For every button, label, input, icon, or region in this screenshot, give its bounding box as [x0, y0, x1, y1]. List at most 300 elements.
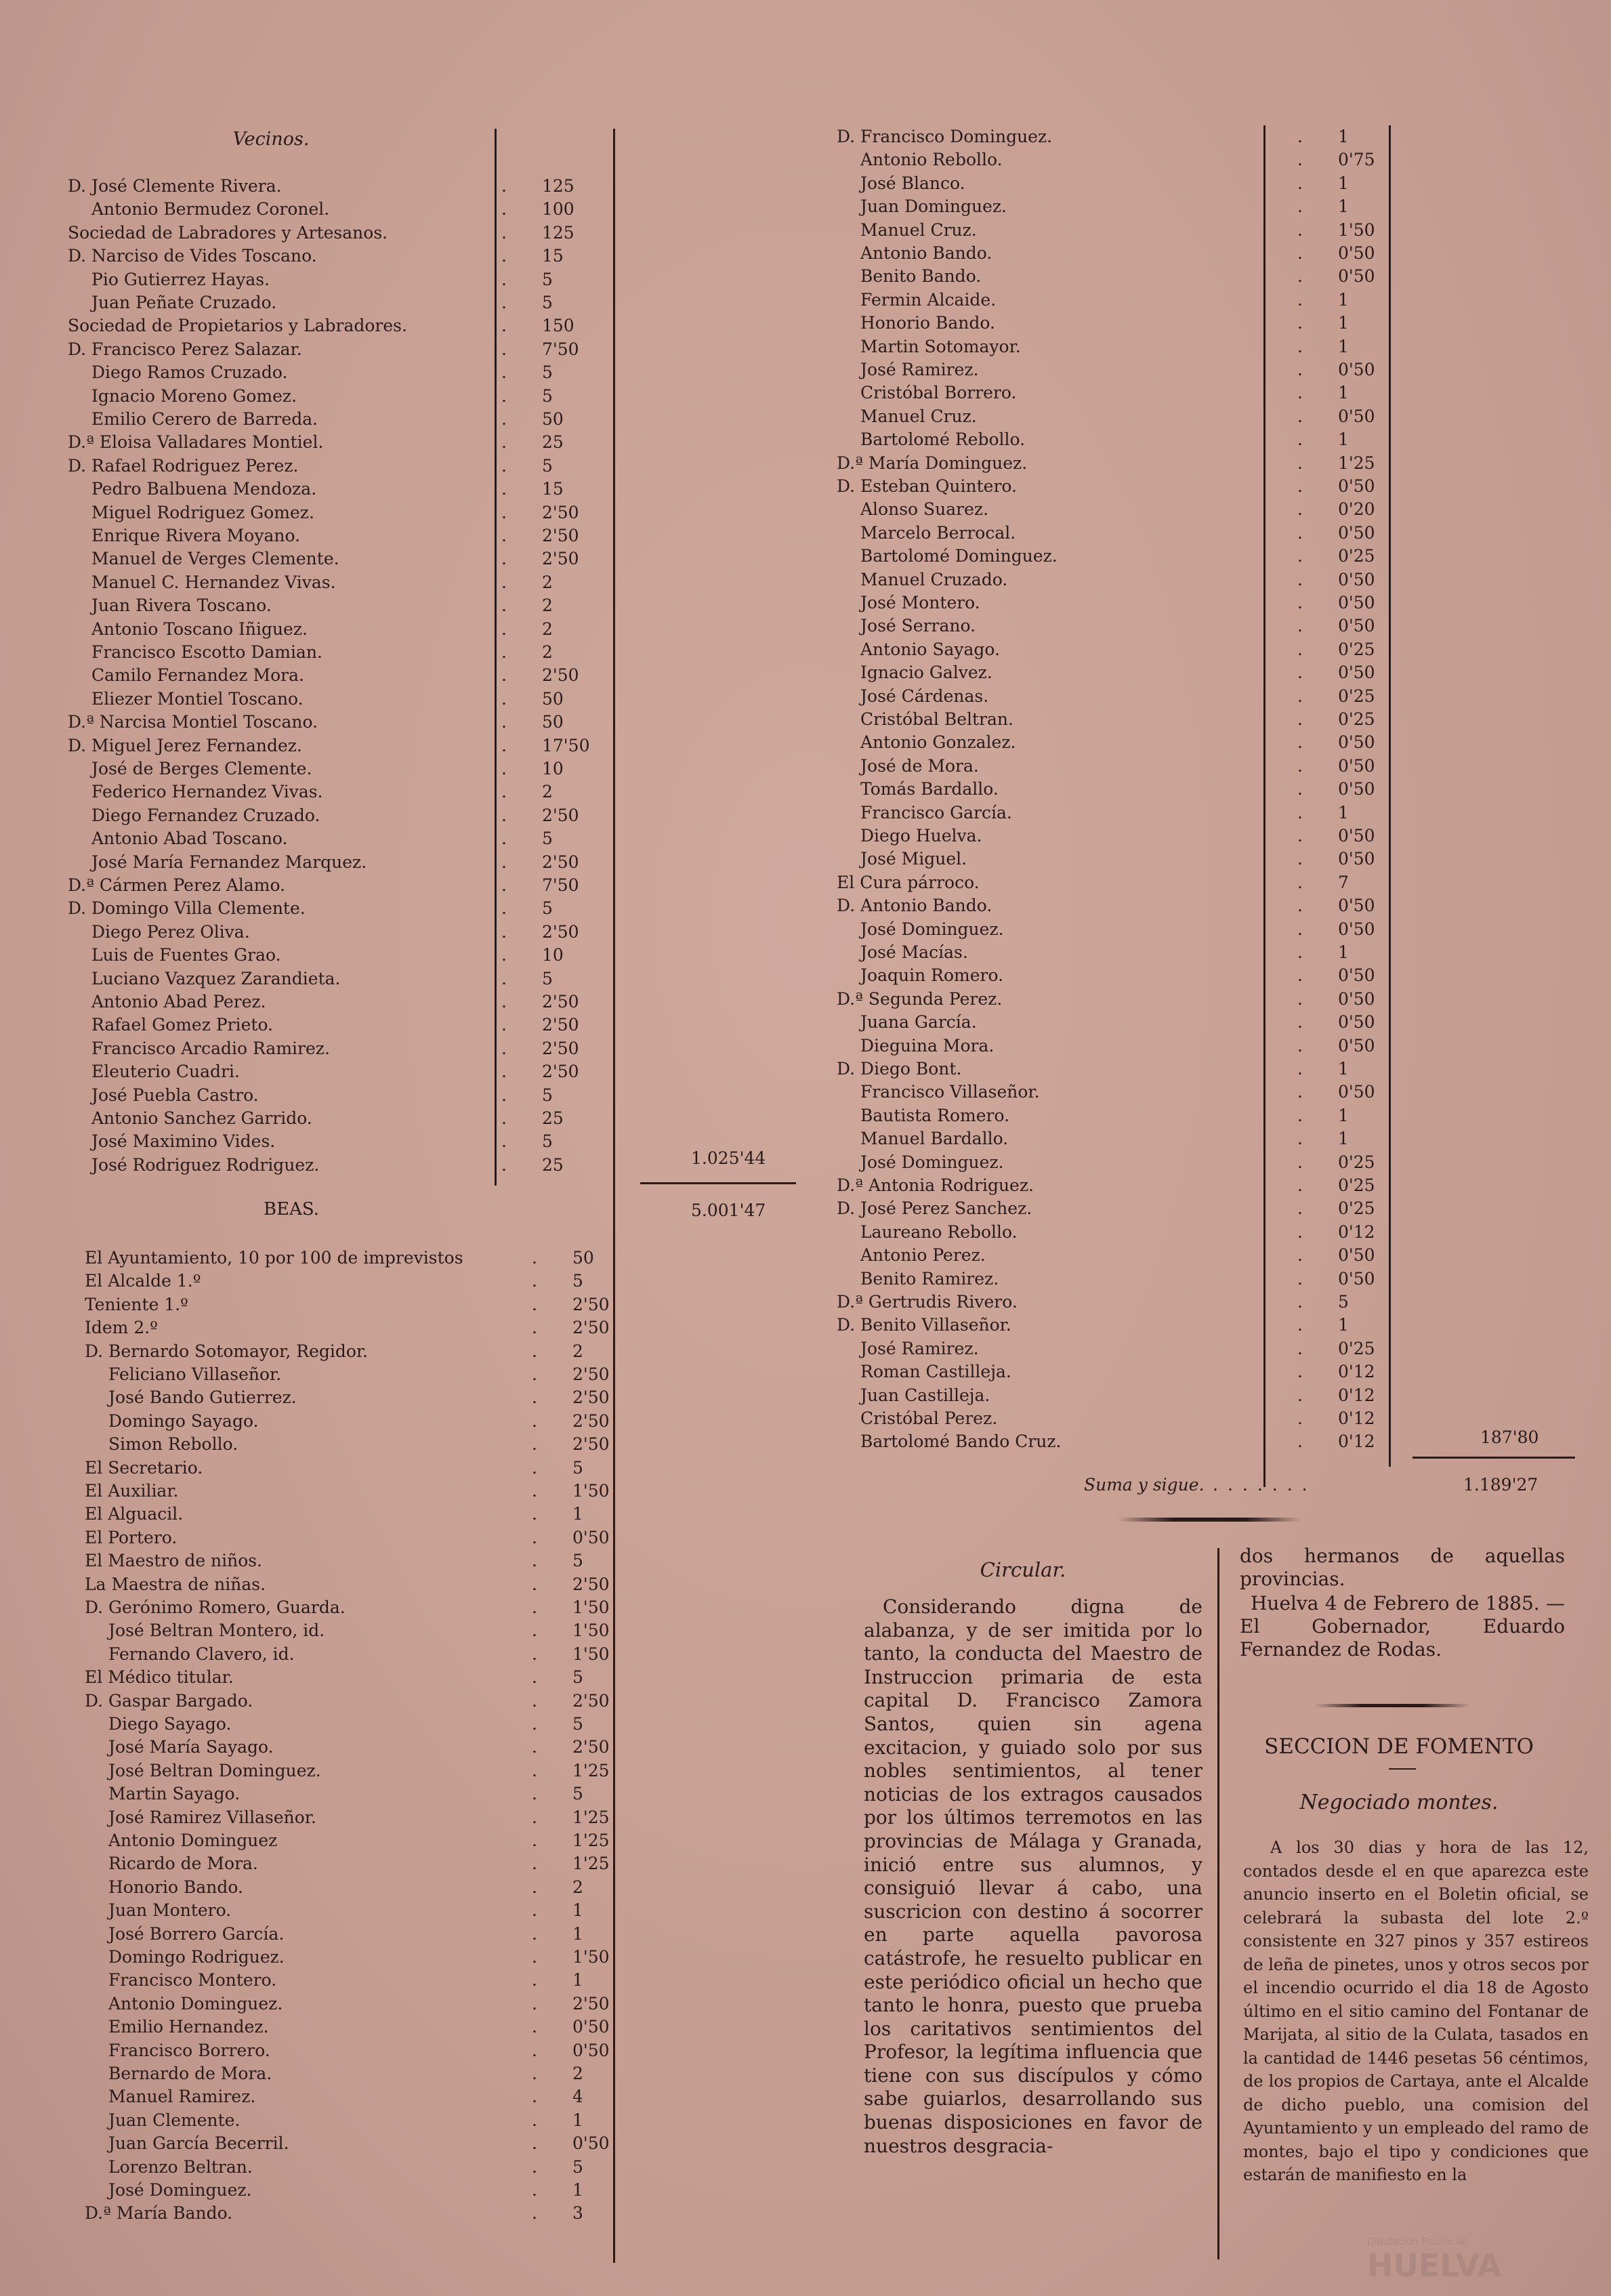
contributor-name: Francisco Villaseñor.: [860, 1082, 1040, 1102]
contribution-amount: 1: [1338, 1129, 1349, 1149]
contribution-amount: 1: [1338, 383, 1349, 403]
contributor-name: D.ª Segunda Perez.: [837, 988, 1003, 1009]
contribution-amount: 0'25: [1338, 1338, 1375, 1358]
contributor-name: Dieguina Mora.: [860, 1035, 995, 1056]
contributor-name: Manuel Cruzado.: [860, 569, 1008, 589]
contributor-name: Juan Dominguez.: [860, 196, 1007, 217]
contributor-name: Domingo Rodriguez.: [108, 1947, 285, 1967]
contributor-name: Antonio Bermudez Coronel.: [91, 199, 330, 220]
contributor-name: Honorio Bando.: [860, 313, 995, 333]
contributor-name: Antonio Gonzalez.: [860, 732, 1016, 753]
contribution-amount: 2: [572, 1341, 583, 1361]
contributor-name: Antonio Toscano Iñiguez.: [91, 619, 308, 639]
contribution-amount: 5: [542, 829, 553, 849]
contributor-name: Bartolomé Bando Cruz.: [860, 1432, 1062, 1452]
contributor-name: D. Narciso de Vides Toscano.: [68, 246, 317, 266]
contribution-amount: 0'50: [1338, 826, 1375, 846]
contributor-name: El Auxiliar.: [85, 1481, 179, 1501]
contributor-name: D. José Clemente Rivera.: [68, 176, 282, 196]
contribution-amount: 1: [1338, 942, 1349, 962]
contributor-name: José Serrano.: [860, 616, 976, 636]
contributor-name: Antonio Dominguez: [108, 1831, 278, 1850]
contributor-name: Antonio Sayago.: [860, 639, 1000, 659]
contributor-name: Alonso Suarez.: [860, 499, 989, 520]
contribution-amount: 5: [542, 362, 553, 383]
contribution-amount: 0'25: [1338, 1198, 1375, 1219]
contributor-name: Joaquin Romero.: [860, 965, 1004, 986]
contributor-name: José Borrero García.: [108, 1923, 285, 1944]
contributor-name: La Maestra de niñas.: [85, 1574, 266, 1594]
contributor-name: Ignacio Galvez.: [860, 663, 992, 683]
contribution-amount: 5: [542, 269, 553, 289]
contributor-name: Pedro Balbuena Mendoza.: [91, 479, 317, 499]
contributor-name: D. Francisco Perez Salazar.: [68, 339, 302, 359]
contribution-amount: 2: [542, 642, 553, 662]
contributor-name: José Cárdenas.: [860, 686, 989, 706]
contributor-name: Cristóbal Borrero.: [860, 383, 1017, 403]
contribution-amount: 2: [572, 2064, 583, 2083]
contribution-amount: 2'50: [542, 852, 579, 872]
right-divider-1: [1263, 125, 1265, 1487]
newspaper-page: Vecinos. D. José Clemente Rivera. . 125 Antonio Bermudez Coronel. . 100 Sociedad de Labradores y Artesanos. . 125 D. Narciso de Vides Toscano. . 15 Pio Gutierrez Hayas. . 5 Juan Peñate Cruzado. . 5 Sociedad de Propietarios y Labradores. . 150 D. Francisco Perez Salazar. . 7'50 Diego Ramos Cruzado. . 5 Ignacio Moreno Gomez. . 5 Emilio Cerero de Barreda. . 50 D.ª Eloisa Valladares Montiel. . 25 D. Rafael Rodriguez Perez. . 5 Pedro Balbuena Mendoza. . 15 Miguel Rodriguez Gomez. . 2'50 Enrique Rivera Moyano. . 2'50 Manuel de Verges Clemente. . 2'50 Manuel C. Hernandez Vivas. . 2 Juan Rivera Toscano. . 2 Antonio Toscano Iñiguez. . 2 Francisco Escotto Damian. . 2 Camilo Fernandez Mora. . 2'50 Eliezer Montiel Toscano. . 50 D.ª Narcisa Montiel Toscano. . 50 D. Miguel Jerez Fernandez. . 17'50 José de Berges Clemente. . 10 Federico Hernandez Vivas. . 2 Diego Fernandez Cruzado. . 2'50 Antonio Abad Toscano. . 5 José María Fernandez Marquez. . 2'50 D.ª Cármen Perez Alamo. . 7'50 D. Domingo Villa Clemente. . 5 Diego Perez Oliva. . 2'50 Luis de Fuentes Grao. . 10 Luciano Vazquez Zarandieta. . 5 Antonio Abad Perez. . 2'50 Rafael Gomez Prieto. . 2'50 Francisco Arcadio Ramirez. . 2'50 Eleuterio Cuadri. . 2'50 José Puebla Castro. . 5 Antonio Sanchez Garrido. . 25 José Maximino Vides. . 5 José Rodriguez Rodriguez. . 25 El Ayuntamiento, 10 por 100 de imprevistos . 50 El Alcalde 1.º . 5 Teniente 1.º . 2'50 Idem 2.º . 2'50 D. Bernardo Sotomayor, Regidor. . 2 Feliciano Villaseñor. . 2'50 José Bando Gutierrez. . 2'50 Domingo Sayago. . 2'50 Simon Rebollo. . 2'50 El Secretario. . 5 El Auxiliar. . 1'50 El Alguacil. . 1 El Portero. . 0'50 El Maestro de niños. . 5 La Maestra de niñas. . 2'50 D. Gerónimo Romero, Guarda. . 1'50 José Beltran Montero, id. . 1'50 Fernando Clavero, id. . 1'50 El Médico titular. . 5 D. Gaspar Bargado. . 2'50 Diego Sayago. . 5 José María Sayago. . 2'50 José Beltran Dominguez. . 1'25 Martin Sayago. . 5 José Ramirez Villaseñor. . 1'25 Antonio Dominguez . 1'25 Ricardo de Mora. . 1'25 Honorio Bando. . 2 Juan Montero. . 1 José Borrero García. . 1 Domingo Rodriguez. . 1'50 Francisco Montero. . 1 Antonio Dominguez. . 2'50 Emilio Hernandez. . 0'50 Francisco Borrero. . 0'50 Bernardo de Mora. . 2 Manuel Ramirez. . 4 Juan Clemente. . 1 Juan García Becerril. . 0'50 Lorenzo Beltran. . 5 José Dominguez. . 1 D.ª María Bando. . 3 BEAS. 1.025'44 5.001'47 D. Francisco Dominguez. . 1 Antonio Rebollo. . 0'75 José Blanco. . 1 Juan Dominguez. . 1 Manuel Cruz. . 1'50 Antonio Bando. . 0'50 Benito Bando. . 0'50 Fermin Alcaide. . 1 Honorio Bando. . 1 Martin Sotomayor. . 1 José Ramirez. . 0'50 Cristóbal Borrero. . 1 Manuel Cruz. . 0'50 Bartolomé Rebollo. . 1 D.ª María Dominguez. . 1'25 D. Esteban Quintero. . 0'50 Alonso Suarez. . 0'20 Marcelo Berrocal. . 0'50 Bartolomé Dominguez. . 0'25 Manuel Cruzado. . 0'50 José Montero. . 0'50 José Serrano. . 0'50 Antonio Sayago. . 0'25 Ignacio Galvez. . 0'50 José Cárdenas. . 0'25 Cristóbal Beltran. . 0'25 Antonio Gonzalez. . 0'50 José de Mora. . 0'50 Tomás Bardallo. . 0'50 Francisco García. . 1 Diego Huelva. . 0'50 José Miguel. . 0'50 El Cura párroco. . 7 D. Antonio Bando. . 0'50 José Dominguez. . 0'50 José Macías. . 1 Joaquin Romero. . 0'50 D.ª Segunda Perez. . 0'50 Juana García. . 0'50 Dieguina Mora. . 0'50 D. Diego Bont. . 1 Francisco Villaseñor. . 0'50 Bautista Romero. . 1 Manuel Bardallo. . 1 José Dominguez. . 0'25 D.ª Antonia Rodriguez. . 0'25 D. José Perez Sanchez. . 0'25 Laureano Rebollo. . 0'12 Antonio Perez. . 0'50 Benito Ramirez. . 0'50 D.ª Gertrudis Rivero. . 5 D. Benito Villaseñor. . 1 José Ramirez. . 0'25 Roman Castilleja. . 0'12 Juan Castilleja. . 0'12 Cristóbal Perez. . 0'12 Bartolomé Bando Cruz. . 0'12 187'80 Suma y sigue. ....... 1.189'27 Circular. Considerando digna de alabanza, y de ser imitida por lo tanto, la conducta del Maestro de Instruccion primaria de esta capital D. Francisco Zamora Santos, quien sin agena excitacion, y guiado solo por sus nobles sentimientos, al tener noticias de los extragos causados por los últimos terremotos en las provincias de Málaga y Granada, inició entre sus alumnos, y consiguió llevar á cabo, una suscricion con destino á socorrer en parte aquella pavorosa catástrofe, he resuelto publicar en este periódico oficial un hecho que tanto le honra, puesto que prueba los caritativos sentimientos del Profesor, la legítima influencia que tiene con sus discípulos y cómo sabe guiarlos, desarrollando sus buenas disposiciones en favor de nuestros desgracia- dos hermanos de aquellas provincias. Huelva 4 de Febrero de 1885. —El Gobernador, Eduardo Fernandez de Rodas. SECCION DE FOMENTO Negociado montes. A los 30 dias y hora de las 12, contados desde el en que aparezca este anuncio inserto en el Boletin oficial, se celebrará la subasta del lote 2.º consistente en 327 pinos y 357 estireos de leña de pinetes, unos y otros secos por el incendio ocurrido el dia 18 de Agosto último en el sitio camino del Fontanar de Marijata, al sitio de la Culata, tasados en la cantidad de 1446 pesetas 56 céntimos, de los propios de Cartaya, ante el Alcalde de dicho pueblo, una comision del Ayuntamiento y un empleado del ramo de montes, bajo el tipo y condiciones que estarán de manifiesto en la Diputación Provincial HUELVA: [0, 0, 1611, 2296]
contribution-amount: 2'50: [572, 1434, 610, 1455]
section-rule: [1314, 1704, 1470, 1707]
contributor-name: D.ª María Bando.: [85, 2203, 233, 2224]
contributor-name: D. Diego Bont.: [837, 1059, 962, 1079]
contribution-amount: 50: [572, 1248, 594, 1268]
circular-divider: [1217, 1548, 1219, 2259]
contribution-amount: 5: [542, 293, 553, 312]
contribution-amount: 1: [1338, 313, 1349, 333]
contributor-name: D.ª Narcisa Montiel Toscano.: [68, 712, 318, 732]
left-divider-2: [613, 129, 615, 2263]
contributor-name: José Ramirez Villaseñor.: [108, 1807, 316, 1827]
contributor-name: José Macías.: [860, 942, 968, 962]
contribution-amount: 1: [1338, 196, 1349, 217]
left-divider-1: [495, 129, 497, 1186]
contributor-name: Manuel de Verges Clemente.: [91, 549, 339, 569]
contributor-name: Juan Montero.: [108, 1900, 232, 1921]
contribution-amount: 2: [542, 572, 553, 592]
contribution-amount: 5: [572, 1714, 583, 1734]
contribution-amount: 7'50: [542, 339, 579, 359]
contribution-amount: 25: [542, 432, 564, 453]
contributor-name: Domingo Sayago.: [108, 1411, 259, 1431]
contribution-amount: 1'50: [1338, 220, 1375, 240]
contribution-amount: 1'50: [572, 1598, 610, 1617]
circular-heading: Circular.: [980, 1558, 1066, 1581]
circular-signature: Huelva 4 de Febrero de 1885. —El Gobernador, Eduardo Fernandez de Rodas.: [1240, 1592, 1565, 1661]
contributor-name: Eleuterio Cuadri.: [91, 1062, 240, 1082]
contribution-amount: 0'50: [1338, 896, 1375, 916]
contribution-amount: 7: [1338, 872, 1349, 892]
contribution-amount: 4: [572, 2087, 583, 2107]
beas-heading: BEAS.: [263, 1199, 319, 1219]
contributor-name: Camilo Fernandez Mora.: [91, 665, 304, 686]
contributor-name: José Ramirez.: [860, 1338, 979, 1358]
contribution-amount: 10: [542, 945, 564, 965]
contribution-amount: 0'25: [1338, 686, 1375, 706]
contributor-name: D.ª Eloisa Valladares Montiel.: [68, 432, 324, 453]
contribution-amount: 2'50: [542, 1038, 579, 1058]
contributor-name: Juan García Becerril.: [108, 2133, 289, 2154]
contributor-name: Martin Sotomayor.: [860, 336, 1021, 356]
contributor-name: Ricardo de Mora.: [108, 1854, 258, 1874]
contributor-name: Teniente 1.º: [85, 1294, 188, 1314]
circular-continuation: dos hermanos de aquellas provincias.: [1240, 1545, 1565, 1590]
contribution-amount: 0'12: [1338, 1362, 1375, 1382]
contribution-amount: 15: [542, 246, 564, 266]
contribution-amount: 50: [542, 712, 564, 732]
contributor-name: Emilio Hernandez.: [108, 2017, 269, 2037]
contribution-amount: 2'50: [542, 1015, 579, 1035]
contributor-name: D. Rafael Rodriguez Perez.: [68, 455, 299, 476]
contribution-amount: 1'25: [572, 1760, 610, 1780]
contribution-amount: 2'50: [572, 1411, 610, 1431]
contribution-amount: 0'50: [1338, 616, 1375, 636]
contribution-amount: 2'50: [542, 992, 579, 1011]
contribution-amount: 0'50: [1338, 266, 1375, 287]
contribution-amount: 0'50: [1338, 1012, 1375, 1032]
contributor-name: D.ª Antonia Rodriguez.: [837, 1175, 1034, 1195]
contributor-name: Manuel Cruz.: [860, 220, 977, 240]
contribution-amount: 0'25: [1338, 639, 1375, 659]
contributor-name: El Médico titular.: [85, 1667, 234, 1688]
contributor-name: Eliezer Montiel Toscano.: [91, 688, 304, 709]
right-divider-2: [1389, 125, 1391, 1467]
contribution-amount: 3: [572, 2203, 583, 2224]
contribution-amount: 5: [572, 2156, 583, 2177]
contribution-amount: 1'50: [572, 1644, 610, 1664]
contributor-name: José Blanco.: [860, 173, 965, 193]
contribution-amount: 0'50: [1338, 522, 1375, 543]
contribution-amount: 5: [572, 1667, 583, 1688]
contributor-name: Juan Castilleja.: [860, 1385, 990, 1405]
contributor-name: El Alcalde 1.º: [85, 1271, 201, 1291]
contributor-name: José Miguel.: [860, 849, 967, 869]
contribution-amount: 1: [1338, 127, 1349, 146]
contribution-amount: 0'20: [1338, 499, 1375, 520]
contributor-name: Antonio Perez.: [860, 1245, 986, 1266]
contributor-name: D. Antonio Bando.: [837, 896, 992, 916]
contribution-amount: 5: [1338, 1292, 1349, 1312]
contributor-name: José Ramirez.: [860, 360, 979, 379]
contributor-name: Francisco Montero.: [108, 1970, 277, 1990]
contributor-name: Marcelo Berrocal.: [860, 522, 1016, 543]
contributor-name: José de Berges Clemente.: [91, 759, 312, 778]
contribution-amount: 1'25: [572, 1854, 610, 1874]
contributor-name: Juan Rivera Toscano.: [91, 596, 272, 616]
contribution-amount: 0'50: [1338, 663, 1375, 683]
archive-watermark: Diputación Provincial HUELVA: [1367, 2236, 1502, 2284]
circular-text: Considerando digna de alabanza, y de ser imitida por lo tanto, la conducta del Maestro de Instruccion primaria de esta capital D. Francisco Zamora Santos, quien sin agena excitacion, y guiado solo por sus nobles sentimientos, al tener noticias de los extragos causados por los últimos terremotos en las provincias de Málaga y Granada, inició entre sus alumnos, y consiguió llevar á cabo, una suscricion con destino á socorrer en parte aquella pavorosa catástrofe, he resuelto publicar en este periódico oficial un hecho que tanto le honra, puesto que prueba los caritativos sentimientos del Profesor, la legítima influencia que tiene con sus discípulos y cómo sabe guiarlos, desarrollando sus buenas disposiciones en favor de nuestros desgracia-: [864, 1595, 1202, 2157]
right-subtotal-rule: [1413, 1457, 1575, 1459]
contribution-amount: 0'12: [1338, 1432, 1375, 1452]
contributor-name: Diego Fernandez Cruzado.: [91, 805, 320, 825]
contributor-name: Benito Bando.: [860, 266, 982, 287]
contribution-amount: 2: [542, 619, 553, 639]
contribution-amount: 0'50: [1338, 919, 1375, 939]
contributor-name: Fermin Alcaide.: [860, 289, 997, 310]
contributor-name: Luciano Vazquez Zarandieta.: [91, 968, 341, 988]
contributor-name: Roman Castilleja.: [860, 1362, 1011, 1382]
contribution-amount: 0'12: [1338, 1385, 1375, 1405]
contribution-amount: 2'50: [572, 1318, 610, 1338]
contributor-name: D.ª Gertrudis Rivero.: [837, 1292, 1018, 1312]
contribution-amount: 0'50: [1338, 1082, 1375, 1102]
contribution-amount: 1: [1338, 289, 1349, 310]
contributor-name: Francisco García.: [860, 802, 1012, 822]
contributor-name: D. Bernardo Sotomayor, Regidor.: [85, 1341, 369, 1361]
contributor-name: Luis de Fuentes Grao.: [91, 945, 281, 965]
contributor-name: Juan Clemente.: [108, 2110, 240, 2130]
contribution-amount: 1: [572, 1923, 583, 1944]
contributor-name: Diego Ramos Cruzado.: [91, 362, 288, 383]
contribution-amount: 0'50: [1338, 593, 1375, 612]
contribution-amount: 1'50: [572, 1481, 610, 1501]
contributor-name: Rafael Gomez Prieto.: [91, 1015, 274, 1035]
contribution-amount: 1: [1338, 802, 1349, 822]
contributor-name: D.ª María Dominguez.: [837, 453, 1028, 473]
contributor-name: El Cura párroco.: [837, 872, 980, 892]
contribution-amount: 2'50: [572, 1294, 610, 1314]
contribution-amount: 0'50: [1338, 243, 1375, 263]
contribution-amount: 5: [542, 1085, 553, 1105]
contribution-amount: 0'25: [1338, 546, 1375, 566]
contributor-name: D. Domingo Villa Clemente.: [68, 898, 306, 919]
contribution-amount: 2'50: [572, 1364, 610, 1384]
contribution-amount: 0'12: [1338, 1408, 1375, 1428]
contributor-name: Antonio Abad Toscano.: [91, 829, 288, 849]
contributor-name: José Bando Gutierrez.: [108, 1387, 297, 1408]
contribution-amount: 0'50: [1338, 779, 1375, 799]
contributor-name: Sociedad de Labradores y Artesanos.: [68, 222, 388, 243]
contributor-name: Ignacio Moreno Gomez.: [91, 385, 297, 406]
contribution-amount: 100: [542, 199, 574, 220]
contributor-name: Laureano Rebollo.: [860, 1222, 1018, 1242]
ornamental-rule: [1118, 1518, 1301, 1522]
contributor-name: Pio Gutierrez Hayas.: [91, 269, 270, 289]
contribution-amount: 50: [542, 688, 564, 709]
contributor-name: Antonio Sanchez Garrido.: [91, 1108, 312, 1128]
contribution-amount: 0'50: [572, 2040, 610, 2060]
contribution-amount: 0'25: [1338, 1152, 1375, 1172]
subtotal-rule: [640, 1182, 796, 1184]
contribution-amount: 0'75: [1338, 150, 1375, 170]
contributor-name: Emilio Cerero de Barreda.: [91, 409, 318, 429]
contribution-amount: 0'50: [1338, 732, 1375, 753]
contribution-amount: 50: [542, 409, 564, 429]
contributor-name: José Beltran Dominguez.: [108, 1760, 321, 1780]
contribution-amount: 25: [542, 1108, 564, 1128]
contributor-name: Juana García.: [860, 1012, 977, 1032]
contributor-name: Manuel Ramirez.: [108, 2087, 256, 2107]
contribution-amount: 1: [1338, 1105, 1349, 1125]
fomento-announcement: A los 30 dias y hora de las 12, contados desde el en que aparezca este anuncio inserto en el Boletin oficial, se celebrará la subasta del lote 2.º consistente en 327 pinos y 357 estireos de leña de pinetes, unos y otros secos por el incendio ocurrido el dia 18 de Agosto último en el sitio camino del Fontanar de Marijata, al sitio de la Culata, tasados en la cantidad de 1446 pesetas 56 céntimos, de los propios de Cartaya, ante el Alcalde de dicho pueblo, una comision del Ayuntamiento y un empleado del ramo de montes, bajo el tipo y condiciones que estarán de manifiesto en la: [1243, 1838, 1589, 2184]
contribution-amount: 1: [572, 1970, 583, 1990]
contribution-amount: 17'50: [542, 735, 590, 755]
contribution-amount: 1'25: [572, 1807, 610, 1827]
contribution-amount: 0'50: [572, 2133, 610, 2154]
contribution-amount: 1'50: [572, 1947, 610, 1967]
contributor-name: Lorenzo Beltran.: [108, 2156, 253, 2177]
contribution-amount: 2'50: [542, 1062, 579, 1082]
contributor-name: José Dominguez.: [108, 2180, 252, 2200]
contributor-name: Martin Sayago.: [108, 1784, 240, 1804]
contribution-amount: 1: [1338, 430, 1349, 450]
contributor-name: D. Gaspar Bargado.: [85, 1690, 253, 1711]
contributor-name: El Maestro de niños.: [85, 1551, 263, 1571]
contributor-name: Bernardo de Mora.: [108, 2064, 272, 2083]
contributor-name: Diego Huelva.: [860, 826, 982, 846]
contribution-amount: 0'50: [1338, 1035, 1375, 1056]
contributor-name: D.ª Cármen Perez Alamo.: [68, 875, 286, 895]
contribution-amount: 2: [572, 1877, 583, 1897]
contributor-name: Miguel Rodriguez Gomez.: [91, 502, 314, 522]
contributor-name: D. Benito Villaseñor.: [837, 1315, 1011, 1335]
left-section-heading: Vecinos.: [232, 129, 310, 150]
negociado-heading: Negociado montes.: [1299, 1791, 1499, 1814]
contribution-amount: 5: [542, 968, 553, 988]
contribution-amount: 25: [542, 1154, 564, 1175]
contributor-name: Fernando Clavero, id.: [108, 1644, 295, 1664]
contributor-name: José María Fernandez Marquez.: [91, 852, 367, 872]
contributor-name: José Montero.: [860, 593, 980, 612]
contribution-amount: 0'50: [1338, 406, 1375, 426]
contribution-amount: 1: [572, 1504, 583, 1524]
contribution-amount: 0'50: [1338, 1268, 1375, 1289]
contributor-name: José María Sayago.: [108, 1737, 274, 1757]
contributor-name: Cristóbal Perez.: [860, 1408, 998, 1428]
contributor-name: D. Francisco Dominguez.: [837, 127, 1053, 146]
contribution-amount: 5: [572, 1784, 583, 1804]
contribution-amount: 0'50: [1338, 988, 1375, 1009]
contribution-amount: 2'50: [572, 1993, 610, 2013]
contributor-name: D. José Perez Sanchez.: [837, 1198, 1032, 1219]
contributor-name: Manuel C. Hernandez Vivas.: [91, 572, 336, 592]
contributor-name: Benito Ramirez.: [860, 1268, 999, 1289]
contributor-name: Francisco Borrero.: [108, 2040, 270, 2060]
fomento-small-rule: [1389, 1768, 1416, 1770]
contributor-name: El Portero.: [85, 1527, 177, 1547]
contribution-amount: 150: [542, 316, 574, 336]
contribution-amount: 0'25: [1338, 1175, 1375, 1195]
contribution-amount: 0'25: [1338, 709, 1375, 729]
contributor-name: José Dominguez.: [860, 1152, 1004, 1172]
contribution-amount: 1: [572, 2180, 583, 2200]
contributor-name: Idem 2.º: [85, 1318, 158, 1338]
contribution-amount: 2'50: [542, 805, 579, 825]
contribution-amount: 2'50: [542, 526, 579, 545]
contributor-name: Honorio Bando.: [108, 1877, 243, 1897]
contributor-name: El Alguacil.: [85, 1504, 184, 1524]
contribution-amount: 2'50: [572, 1737, 610, 1757]
contributor-name: José Maximino Vides.: [91, 1131, 276, 1152]
contribution-amount: 5: [572, 1271, 583, 1291]
contribution-amount: 2'50: [542, 665, 579, 686]
contribution-amount: 0'50: [1338, 849, 1375, 869]
contributor-name: Simon Rebollo.: [108, 1434, 238, 1455]
contributor-name: El Secretario.: [85, 1457, 203, 1478]
contributor-name: D. Gerónimo Romero, Guarda.: [85, 1598, 346, 1617]
contribution-amount: 2'50: [542, 549, 579, 569]
contribution-amount: 125: [542, 176, 574, 196]
contribution-amount: 5: [572, 1551, 583, 1571]
contribution-amount: 5: [572, 1457, 583, 1478]
contribution-amount: 15: [542, 479, 564, 499]
contributor-name: José Puebla Castro.: [91, 1085, 259, 1105]
contribution-amount: 1: [1338, 1315, 1349, 1335]
contributor-name: Feliciano Villaseñor.: [108, 1364, 282, 1384]
contribution-amount: 0'50: [1338, 569, 1375, 589]
contribution-amount: 5: [542, 898, 553, 919]
contribution-amount: 0'50: [572, 2017, 610, 2037]
contribution-amount: 1: [572, 2110, 583, 2130]
contributor-name: Antonio Rebollo.: [860, 150, 1003, 170]
contributor-name: Manuel Bardallo.: [860, 1129, 1009, 1149]
contributor-name: José Dominguez.: [860, 919, 1004, 939]
contributor-name: Sociedad de Propietarios y Labradores.: [68, 316, 407, 336]
contribution-amount: 1: [1338, 1059, 1349, 1079]
contribution-amount: 7'50: [542, 875, 579, 895]
contributor-name: Juan Peñate Cruzado.: [91, 293, 277, 312]
contribution-amount: 1'50: [572, 1621, 610, 1641]
seccion-fomento-heading: SECCION DE FOMENTO: [1264, 1734, 1534, 1759]
contribution-amount: 2: [542, 782, 553, 802]
contribution-amount: 1'25: [1338, 453, 1375, 473]
contributor-name: Bartolomé Rebollo.: [860, 430, 1026, 450]
contributor-name: José Rodriguez Rodriguez.: [91, 1154, 320, 1175]
contributor-name: D. Esteban Quintero.: [837, 476, 1017, 496]
contribution-amount: 125: [542, 222, 574, 243]
contribution-amount: 0'50: [1338, 476, 1375, 496]
contributor-name: Cristóbal Beltran.: [860, 709, 1013, 729]
contributor-name: Antonio Abad Perez.: [91, 992, 266, 1011]
contribution-amount: 1: [572, 1900, 583, 1921]
contribution-amount: 2: [542, 596, 553, 616]
contributor-name: Bartolomé Dominguez.: [860, 546, 1058, 566]
contribution-amount: 0'50: [1338, 360, 1375, 379]
contributor-name: D. Miguel Jerez Fernandez.: [68, 735, 302, 755]
contribution-amount: 2'50: [572, 1574, 610, 1594]
contributor-name: José de Mora.: [860, 755, 979, 776]
contributor-name: Bautista Romero.: [860, 1105, 1010, 1125]
contribution-amount: 1: [1338, 173, 1349, 193]
contribution-amount: 1: [1338, 336, 1349, 356]
contribution-amount: 5: [542, 1131, 553, 1152]
contributor-name: El Ayuntamiento, 10 por 100 de imprevistos: [85, 1248, 463, 1268]
contributor-name: Diego Perez Oliva.: [91, 921, 250, 942]
contributor-name: Francisco Arcadio Ramirez.: [91, 1038, 330, 1058]
contribution-amount: 0'50: [572, 1527, 610, 1547]
contribution-amount: 0'50: [1338, 1245, 1375, 1266]
contribution-amount: 2'50: [542, 921, 579, 942]
contributor-name: José Beltran Montero, id.: [108, 1621, 325, 1641]
contributor-name: Manuel Cruz.: [860, 406, 977, 426]
contributor-name: Tomás Bardallo.: [860, 779, 999, 799]
contribution-amount: 5: [542, 385, 553, 406]
contributor-name: Antonio Bando.: [860, 243, 992, 263]
contribution-amount: 2'50: [572, 1387, 610, 1408]
contribution-amount: 1'25: [572, 1831, 610, 1850]
contributor-name: Antonio Dominguez.: [108, 1993, 283, 2013]
contribution-amount: 0'50: [1338, 755, 1375, 776]
contributor-name: Federico Hernandez Vivas.: [91, 782, 323, 802]
contributor-name: Enrique Rivera Moyano.: [91, 526, 301, 545]
contribution-amount: 2'50: [542, 502, 579, 522]
contribution-amount: 2'50: [572, 1690, 610, 1711]
contribution-amount: 0'12: [1338, 1222, 1375, 1242]
